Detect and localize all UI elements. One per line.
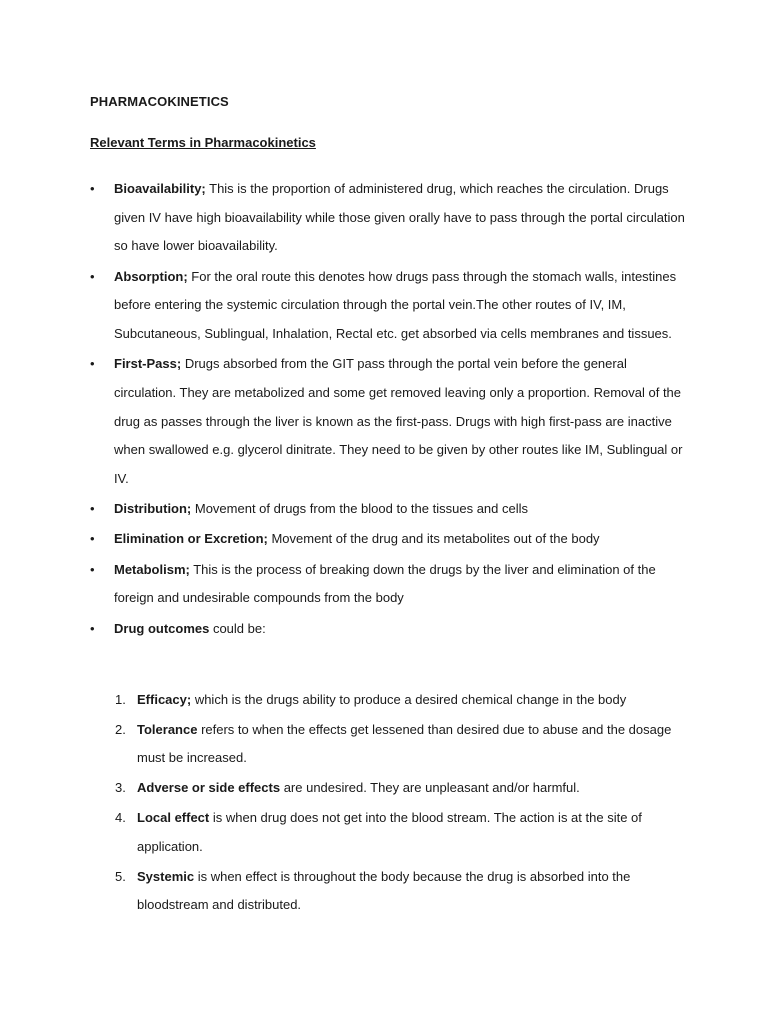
outcome-term: Efficacy; xyxy=(137,692,192,707)
outcome-description: which is the drugs ability to produce a desired chemical change in the body xyxy=(191,692,627,707)
bullet-item-metabolism xyxy=(90,556,690,613)
term-label: Metabolism; xyxy=(114,561,190,577)
list-number: 5. xyxy=(115,868,126,884)
term-label: Bioavailability; xyxy=(114,181,206,196)
list-number: 4. xyxy=(115,810,126,826)
outcome-item-systemic xyxy=(115,863,685,920)
bullet-item-first-pass xyxy=(90,350,690,494)
term-label: First-Pass; xyxy=(114,356,182,372)
term-description: This is the proportion of administered drug, which reaches the circulation. Drugs given IV have high bioavailability while those given orally have to pass through the portal circulation so have lower bioavailability. xyxy=(114,181,685,254)
bullet-icon: • xyxy=(90,561,95,577)
bullet-item-bioavailability xyxy=(90,175,690,261)
outcome-description: is when drug does not get into the blood stream. The action is at the site of application. xyxy=(137,810,642,854)
term-description: For the oral route this denotes how drugs pass through the stomach walls, intestines before entering the systemic circulation through the portal vein.The other routes of IV, IM, Subcutaneous, Sublingual, Inhalation, Rectal etc. get absorbed via cells membranes and tissues. xyxy=(114,268,677,342)
outcome-item-adverse-effects xyxy=(115,774,685,803)
bullet-icon: • xyxy=(90,181,95,196)
document-title: PHARMACOKINETICS xyxy=(90,94,229,109)
outcome-term: Local effect xyxy=(137,810,210,826)
bullet-icon: • xyxy=(90,501,95,517)
term-description: Movement of the drug and its metabolites out of the body xyxy=(267,531,600,547)
term-description: This is the process of breaking down the drugs by the liver and elimination of the foreign and undesirable compounds from the body xyxy=(114,561,656,606)
bullet-icon: • xyxy=(90,620,95,636)
list-number: 3. xyxy=(115,780,126,796)
term-description: could be: xyxy=(209,620,266,636)
bullet-icon: • xyxy=(90,268,95,284)
outcome-term: Systemic xyxy=(137,868,195,884)
list-number: 1. xyxy=(115,692,126,707)
outcome-description: is when effect is throughout the body because the drug is absorbed into the bloodstream and distributed. xyxy=(137,868,631,913)
term-label: Distribution; xyxy=(114,501,192,517)
bullet-item-drug-outcomes xyxy=(90,615,690,644)
outcome-description: are undesired. They are unpleasant and/or harmful. xyxy=(280,780,580,796)
outcome-description: refers to when the effects get lessened than desired due to abuse and the dosage must be increased. xyxy=(137,721,672,766)
term-label: Drug outcomes xyxy=(114,620,210,636)
outcome-term: Adverse or side effects xyxy=(137,780,281,796)
bullet-item-elimination xyxy=(90,525,690,554)
term-label: Absorption; xyxy=(114,268,188,284)
term-description: Movement of drugs from the blood to the tissues and cells xyxy=(191,501,528,517)
bullet-icon: • xyxy=(90,531,95,547)
bullet-icon: • xyxy=(90,356,95,372)
outcome-item-efficacy xyxy=(115,686,685,715)
term-label: Elimination or Excretion; xyxy=(114,531,268,547)
outcome-item-tolerance xyxy=(115,716,685,773)
list-number: 2. xyxy=(115,721,126,737)
term-description: Drugs absorbed from the GIT pass through the portal vein before the general circulation. They are metabolized and some get removed leaving only a proportion. Removal of the drug as passes through the liver is known as the first-pass. Drugs with high first-pass are inactive when swallowed e.g. glycerol dinitrate. They need to be given by other routes like IM, Sublingual or IV. xyxy=(114,356,683,487)
section-heading: Relevant Terms in Pharmacokinetics xyxy=(90,135,316,150)
bullet-item-absorption xyxy=(90,263,690,349)
outcome-term: Tolerance xyxy=(137,721,198,737)
terms-bullet-list xyxy=(90,175,690,645)
bullet-item-distribution xyxy=(90,495,690,524)
outcome-item-local-effect xyxy=(115,804,685,861)
drug-outcomes-list xyxy=(115,686,685,921)
